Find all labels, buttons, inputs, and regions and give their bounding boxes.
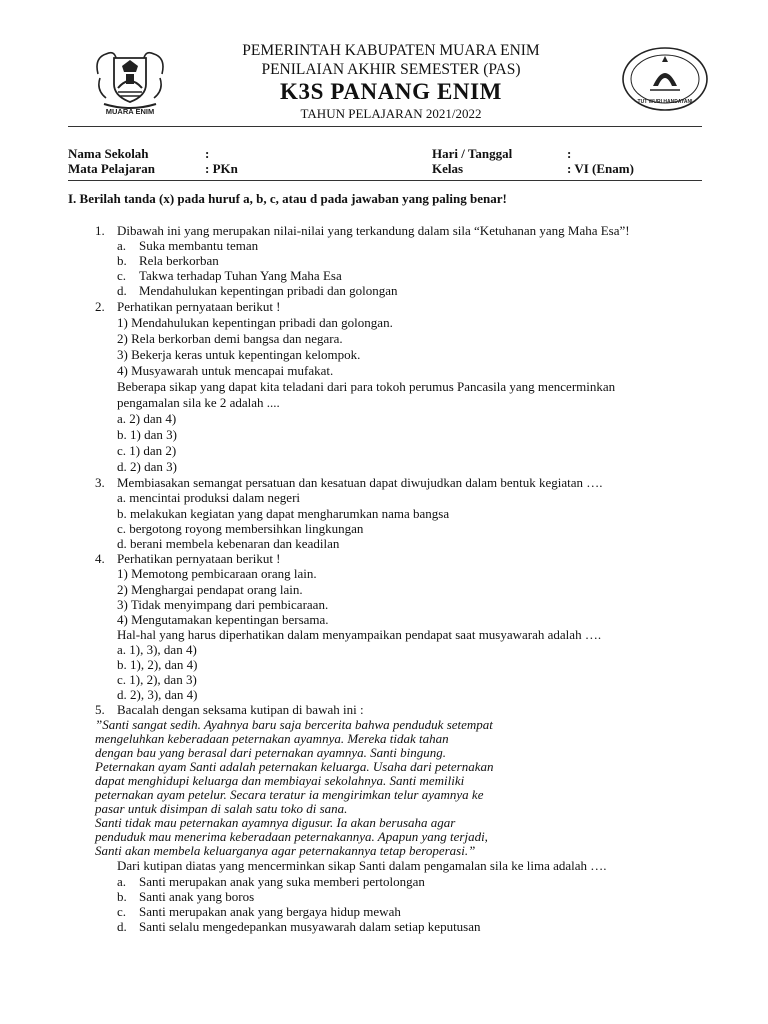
- q1-option-d: Mendahulukan kepentingan pribadi dan golongan: [139, 283, 398, 298]
- q5-option-c: Santi merupakan anak yang bergaya hidup mewah: [139, 904, 401, 919]
- q1-option-a: Suka membantu teman: [139, 238, 259, 253]
- logo-left-caption: MUARA ENIM: [105, 107, 155, 116]
- q5-passage-line: mengeluhkan keberadaan peternakan ayamnya. Mereka tidak tahan: [95, 731, 449, 746]
- q2-option-c: c. 1) dan 2): [117, 443, 177, 458]
- header-government: PEMERINTAH KABUPATEN MUARA ENIM: [242, 42, 540, 59]
- q5-passage-line: peternakan ayam petelur. Secara teratur ia mengirimkan telur ayamnya ke: [95, 787, 484, 802]
- q5-option-a-letter: a.: [117, 874, 127, 889]
- q3-text: Membiasakan semangat persatuan dan kesatuan dapat diwujudkan dalam bentuk kegiatan ….: [117, 475, 603, 490]
- instruction: I. Berilah tanda (x) pada huruf a, b, c, atau d pada jawaban yang paling benar!: [68, 191, 507, 206]
- q5-option-d: Santi selalu mengedepankan musyawarah dalam setiap keputusan: [139, 919, 481, 934]
- q5-option-b-letter: b.: [117, 889, 127, 904]
- q1-option-d-letter: d.: [117, 283, 127, 298]
- q5-passage-line: ”Santi sangat sedih. Ayahnya baru saja bercerita bahwa penduduk setempat: [95, 717, 493, 732]
- q5-option-a: Santi merupakan anak yang suka memberi pertolongan: [139, 874, 425, 889]
- class-label: Kelas: [432, 161, 464, 176]
- header-rule: [68, 126, 702, 127]
- q1-option-b-letter: b.: [117, 253, 127, 268]
- q5-passage-line: Santi akan membela keluarganya agar peternakannya tetap beroperasi.”: [95, 843, 476, 858]
- q4-option-d: d. 2), 3), dan 4): [117, 687, 198, 702]
- q1-option-a-letter: a.: [117, 238, 127, 253]
- q4-statement: 1) Memotong pembicaraan orang lain.: [117, 566, 317, 581]
- q4-text: Perhatikan pernyataan berikut !: [117, 551, 281, 566]
- q2-question-line2: pengamalan sila ke 2 adalah ....: [117, 395, 280, 410]
- q4-statement: 4) Mengutamakan kepentingan bersama.: [117, 612, 329, 627]
- q3-option-a: a. mencintai produksi dalam negeri: [117, 490, 301, 505]
- q2-number: 2.: [95, 299, 105, 314]
- q2-statement: 4) Musyawarah untuk mencapai mufakat.: [117, 363, 334, 378]
- school-value: :: [205, 146, 210, 161]
- day-label: Hari / Tanggal: [432, 146, 513, 161]
- q2-statement: 3) Bekerja keras untuk kepentingan kelompok.: [117, 347, 361, 362]
- q5-text: Bacalah dengan seksama kutipan di bawah ini :: [117, 702, 364, 717]
- q3-option-c: c. bergotong royong membersihkan lingkungan: [117, 521, 364, 536]
- q1-option-c-letter: c.: [117, 268, 127, 283]
- q5-passage-line: pasar untuk disimpan di salah satu toko di sana.: [95, 801, 348, 816]
- q2-option-b: b. 1) dan 3): [117, 427, 177, 442]
- q1-text: Dibawah ini yang merupakan nilai-nilai yang terkandung dalam sila “Ketuhanan yang Maha Esa”!: [117, 223, 630, 238]
- q2-text: Perhatikan pernyataan berikut !: [117, 299, 281, 314]
- q2-question-line1: Beberapa sikap yang dapat kita teladani dari para tokoh perumus Pancasila yang mencerminkan: [117, 379, 616, 394]
- day-value: :: [567, 146, 572, 161]
- q2-option-a: a. 2) dan 4): [117, 411, 177, 426]
- subject-label: Mata Pelajaran: [68, 161, 156, 176]
- q5-option-d-letter: d.: [117, 919, 127, 934]
- q1-number: 1.: [95, 223, 105, 238]
- q5-question: Dari kutipan diatas yang mencerminkan sikap Santi dalam pengamalan sila ke lima adalah ….: [117, 858, 607, 873]
- q2-option-d: d. 2) dan 3): [117, 459, 177, 474]
- q5-passage-line: Peternakan ayam Santi adalah peternakan keluarga. Usaha dari peternakan: [95, 759, 494, 774]
- q5-passage-line: Santi tidak mau peternakan ayamnya digusur. Ia akan berusaha agar: [95, 815, 456, 830]
- q4-statement: 3) Tidak menyimpang dari pembicaraan.: [117, 597, 329, 612]
- q4-option-a: a. 1), 3), dan 4): [117, 642, 197, 657]
- q4-question: Hal-hal yang harus diperhatikan dalam menyampaikan pendapat saat musyawarah adalah ….: [117, 627, 602, 642]
- q4-statement: 2) Menghargai pendapat orang lain.: [117, 582, 303, 597]
- q3-number: 3.: [95, 475, 105, 490]
- q5-passage-line: penduduk mau menerima keberadaan peternakannya. Apapun yang terjadi,: [95, 829, 488, 844]
- q5-number: 5.: [95, 702, 105, 717]
- q1-option-b: Rela berkorban: [139, 253, 219, 268]
- q3-option-d: d. berani membela kebenaran dan keadilan: [117, 536, 340, 551]
- q5-option-b: Santi anak yang boros: [139, 889, 255, 904]
- info-rule: [68, 180, 702, 181]
- q5-passage-line: dapat menghidupi keluarga dan membiayai sekolahnya. Santi memiliki: [95, 773, 465, 788]
- header-year: TAHUN PELAJARAN 2021/2022: [300, 106, 482, 121]
- q5-option-c-letter: c.: [117, 904, 127, 919]
- logo-right-text: TUT WURI HANDAYANI: [637, 99, 693, 105]
- q5-passage-line: dengan bau yang berasal dari peternakan ayamnya. Santi bingung.: [95, 745, 446, 760]
- q4-number: 4.: [95, 551, 105, 566]
- q1-option-c: Takwa terhadap Tuhan Yang Maha Esa: [139, 268, 342, 283]
- class-value: : VI (Enam): [567, 161, 634, 176]
- q2-statement: 1) Mendahulukan kepentingan pribadi dan golongan.: [117, 315, 393, 330]
- q4-option-b: b. 1), 2), dan 4): [117, 657, 198, 672]
- subject-value: : PKn: [205, 161, 238, 176]
- q2-statement: 2) Rela berkorban demi bangsa dan negara.: [117, 331, 343, 346]
- page-title: K3S PANANG ENIM: [280, 79, 502, 104]
- q3-option-b: b. melakukan kegiatan yang dapat mengharumkan nama bangsa: [117, 506, 450, 521]
- header-assessment: PENILAIAN AKHIR SEMESTER (PAS): [261, 61, 521, 78]
- school-label: Nama Sekolah: [68, 146, 149, 161]
- q4-option-c: c. 1), 2), dan 3): [117, 672, 197, 687]
